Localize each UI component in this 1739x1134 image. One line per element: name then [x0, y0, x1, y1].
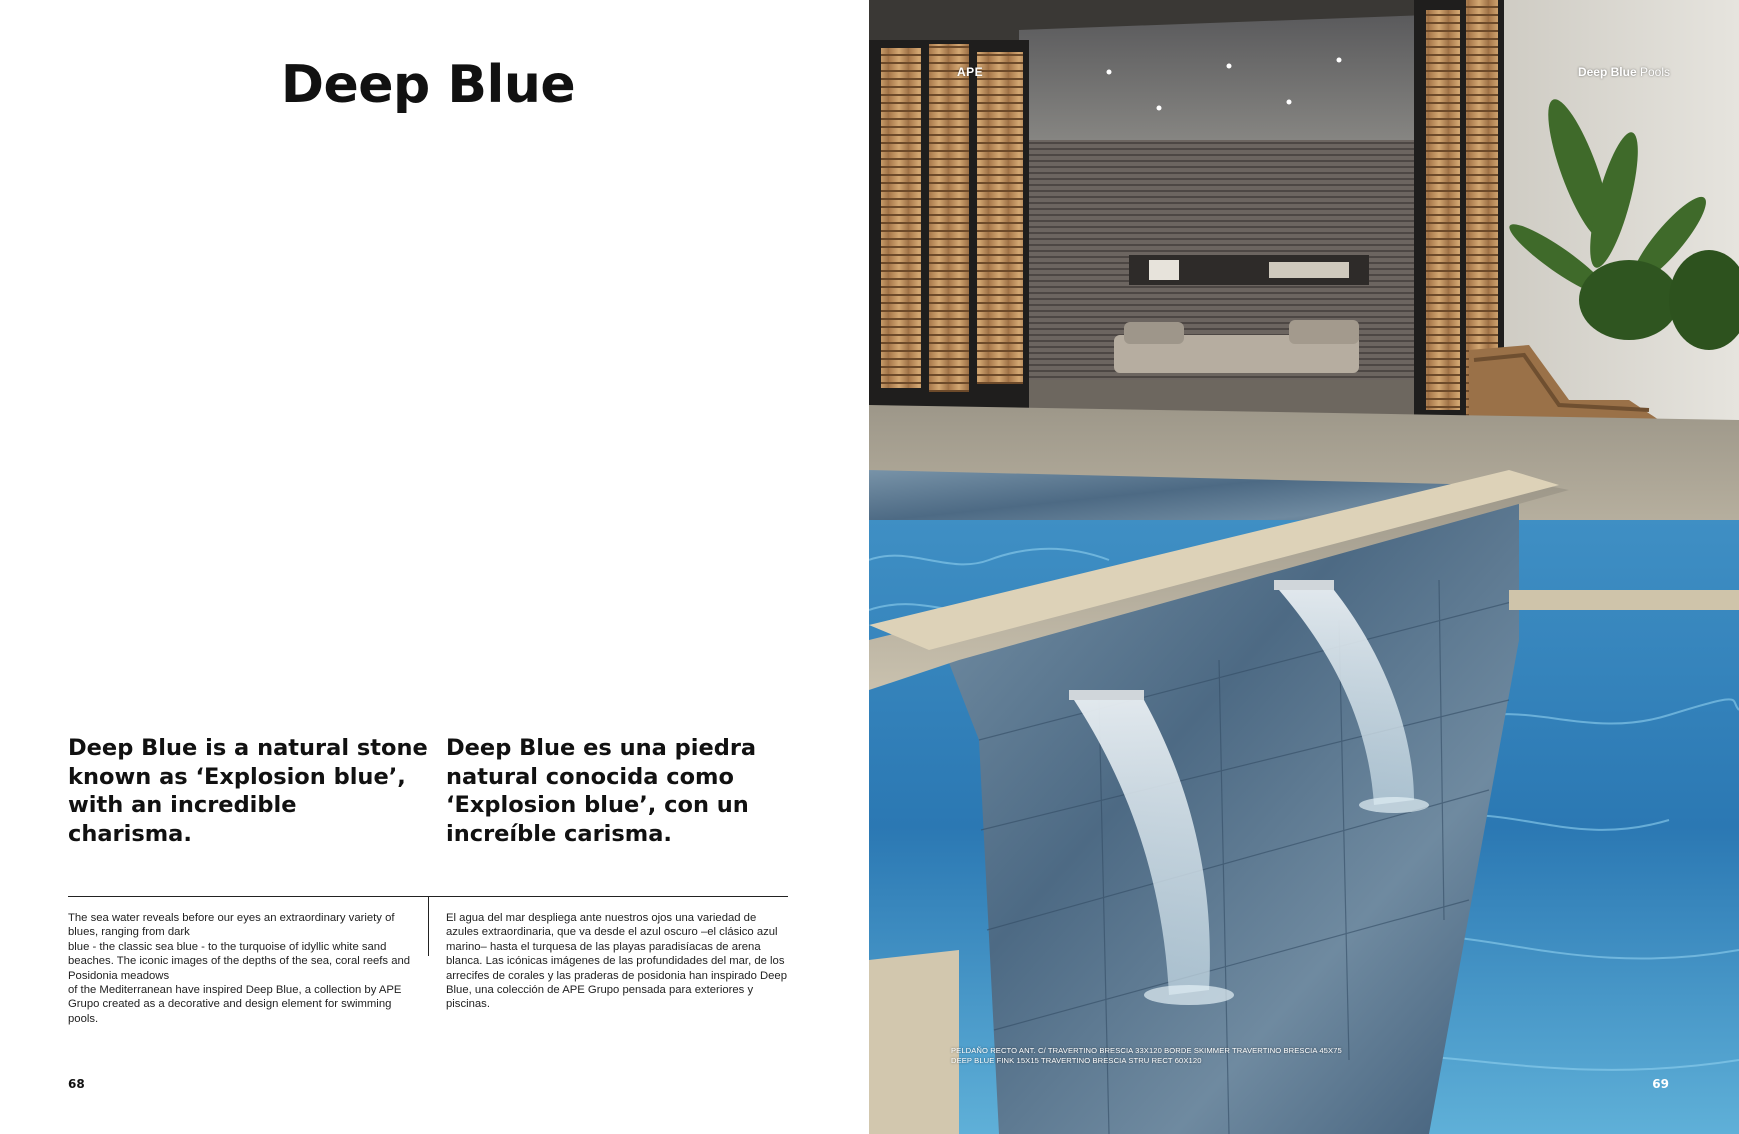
body-text-spanish: El agua del mar despliega ante nuestros ojos una variedad de azules extraordinaria, que va desde el azul oscuro –el clásico azul marino– hasta el turquesa de las playas paradisíacas de arena blanca. Las icónicas imágenes de las profundidades del mar, de los arrecifes de corales y las praderas de posidonia han inspirado Deep Blue, una colección de APE Grupo pensada para exteriores y piscinas.	[446, 912, 787, 1011]
running-head-collection: Deep Blue	[1577, 65, 1637, 79]
lead-text-spanish: Deep Blue es una piedra natural conocida como ‘Explosion blue’, con un increíble carisma.	[446, 735, 757, 847]
running-head	[1578, 65, 1670, 79]
lead-text-english: Deep Blue is a natural stone known as ‘Explosion blue’, with an incredible charisma.	[68, 735, 428, 847]
right-page	[869, 0, 1739, 1134]
photo-caption: PELDAÑO RECTO ANT. C/ TRAVERTINO BRESCIA 33X120 BORDE SKIMMER TRAVERTINO BRESCIA 45X75 DEEP BLUE FINK 15X15 TRAVERTINO BRESCIA STRU RECT 60X120	[951, 1046, 1342, 1065]
page-title: Deep Blue	[280, 55, 576, 115]
vertical-divider	[428, 896, 429, 956]
page-number-right: 69	[1652, 1077, 1669, 1091]
body-text-english: The sea water reveals before our eyes an extraordinary variety of blues, ranging from dark blue - the classic sea blue - to the turquoise of idyllic white sand beaches. The iconic images of the depths of the sea, coral reefs and Posidonia meadows of the Mediterranean have inspired Deep Blue, a collection by APE Grupo created as a decorative and design element for swimming pools.	[68, 912, 411, 1025]
page-number-left: 68	[68, 1077, 85, 1091]
pool-photo	[869, 0, 1739, 1134]
running-head-section: Pools	[1636, 65, 1670, 79]
left-page	[0, 0, 869, 1134]
brand-logo: APE	[957, 65, 984, 79]
